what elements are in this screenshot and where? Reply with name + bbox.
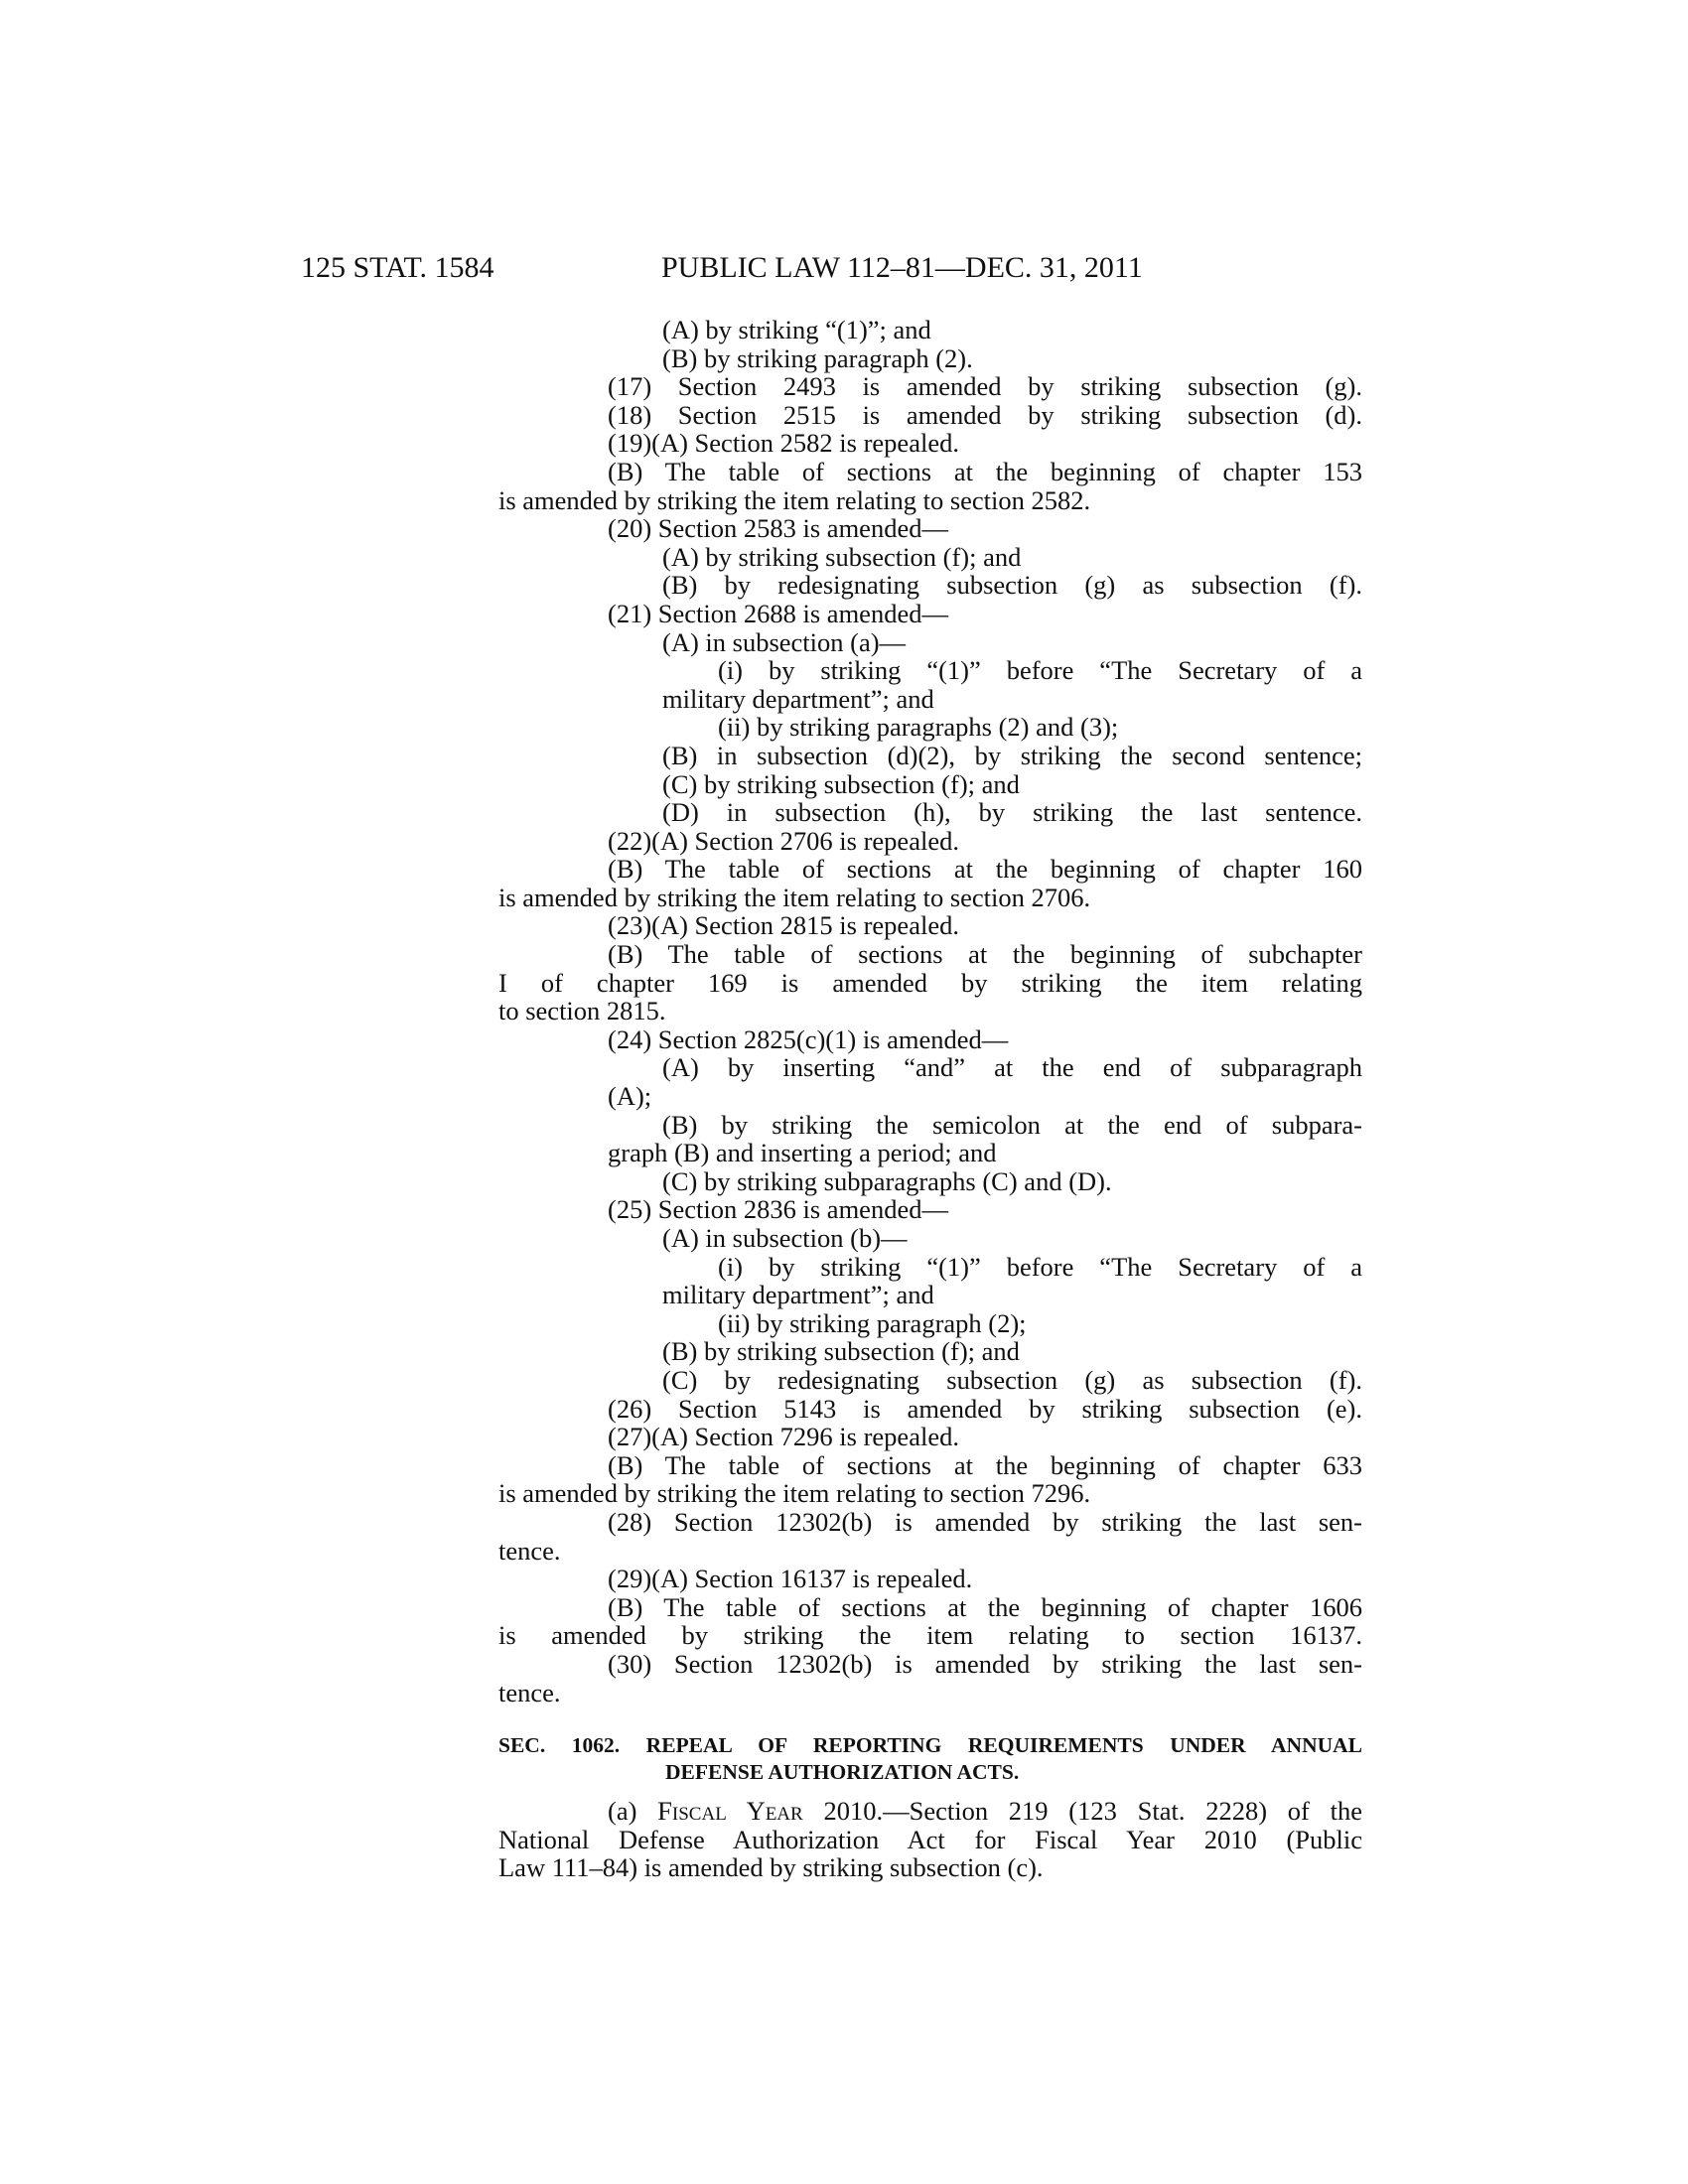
- amendment-line: (D) in subsection (h), by striking the last sentence.: [662, 797, 1362, 828]
- subsection-a-line-1: [498, 1797, 1362, 1826]
- subsection-a-line-3: Law 111–84) is amended by striking subsection (c).: [498, 1852, 1044, 1883]
- section-heading: [498, 1732, 1362, 1786]
- public-law-title: PUBLIC LAW 112–81—DEC. 31, 2011: [661, 251, 1143, 284]
- amendment-line: (C) by redesignating subsection (g) as subsection (f).: [662, 1364, 1362, 1395]
- amendment-line: (C) by striking subsection (f); and: [662, 768, 1020, 799]
- amendment-line: (ii) by striking paragraph (2);: [718, 1307, 1027, 1338]
- subsection-a-text-1: —Section 219 (123 Stat. 2228) of the: [883, 1796, 1362, 1826]
- amendment-line: to section 2815.: [498, 996, 666, 1026]
- amendment-line: (25) Section 2836 is amended—: [608, 1194, 948, 1225]
- amendment-line: (22)(A) Section 2706 is repealed.: [608, 825, 959, 856]
- amendment-line: (20) Section 2583 is amended—: [608, 513, 948, 544]
- amendment-line: (23)(A) Section 2815 is repealed.: [608, 910, 959, 941]
- amendment-line: tence.: [498, 1677, 561, 1707]
- amendment-line: (B) in subsection (d)(2), by striking the second sentence;: [662, 740, 1362, 770]
- amendment-line: graph (B) and inserting a period; and: [608, 1138, 997, 1168]
- amendment-line: (B) The table of sections at the beginning of chapter 1606: [608, 1591, 1362, 1622]
- amendment-list: [498, 316, 1362, 1706]
- amendment-line: military department”; and: [662, 683, 934, 714]
- section-heading-line-2: DEFENSE AUTHORIZATION ACTS.: [665, 1760, 1020, 1784]
- amendment-line: (A) by striking “(1)”; and: [662, 315, 931, 344]
- amendment-line: (B) by striking paragraph (2).: [662, 342, 973, 373]
- amendment-line: is amended by striking the item relating to section 7296.: [498, 1478, 1091, 1509]
- amendment-line: (A) in subsection (a)—: [662, 626, 907, 657]
- amendment-line: (28) Section 12302(b) is amended by striking the last sen-: [608, 1506, 1362, 1537]
- amendment-line: (i) by striking “(1)” before “The Secretary of a: [718, 1251, 1362, 1282]
- amendment-line: is amended by striking the item relating to section 2582.: [498, 484, 1091, 515]
- running-header: [0, 248, 1688, 288]
- amendment-line: (B) by striking subsection (f); and: [662, 1336, 1020, 1367]
- amendment-line: (19)(A) Section 2582 is repealed.: [608, 428, 959, 459]
- statute-page-reference: 125 STAT. 1584: [301, 251, 494, 284]
- amendment-line: (B) by redesignating subsection (g) as subsection (f).: [662, 570, 1362, 601]
- amendment-line: (C) by striking subparagraphs (C) and (D).: [662, 1165, 1112, 1196]
- amendment-line: (B) The table of sections at the beginning of chapter 153: [608, 456, 1362, 486]
- subsection-a: [498, 1797, 1362, 1882]
- amendment-line: (A);: [608, 1081, 652, 1112]
- amendment-line: (ii) by striking paragraphs (2) and (3);: [718, 712, 1119, 743]
- amendment-line: (A) by inserting “and” at the end of subparagraph: [662, 1052, 1362, 1083]
- amendment-line: I of chapter 169 is amended by striking the item relating: [498, 967, 1362, 998]
- amendment-line: (B) The table of sections at the beginning of chapter 160: [608, 854, 1362, 885]
- amendment-line: (18) Section 2515 is amended by striking subsection (d).: [608, 399, 1362, 430]
- amendment-line: military department”; and: [662, 1280, 934, 1310]
- amendment-line: is amended by striking the item relating to section 2706.: [498, 882, 1091, 912]
- amendment-line: (i) by striking “(1)” before “The Secretary of a: [718, 655, 1362, 686]
- amendment-line: (A) in subsection (b)—: [662, 1223, 908, 1253]
- amendment-line: is amended by striking the item relating to section 16137.: [498, 1620, 1362, 1651]
- amendment-line: (30) Section 12302(b) is amended by striking the last sen-: [608, 1648, 1362, 1679]
- amendment-line: (A) by striking subsection (f); and: [662, 541, 1022, 572]
- amendment-line: (B) The table of sections at the beginning of chapter 633: [608, 1449, 1362, 1480]
- subsection-caption: Fiscal Year 2010.: [657, 1796, 884, 1826]
- amendment-line: (B) by striking the semicolon at the end of subpara-: [662, 1109, 1362, 1140]
- amendment-line: (21) Section 2688 is amended—: [608, 598, 948, 628]
- subsection-a-line-2: National Defense Authorization Act for Fiscal Year 2010 (Public: [498, 1824, 1362, 1854]
- section-heading-line-1: SEC. 1062. REPEAL OF REPORTING REQUIREMENTS UNDER ANNUAL: [498, 1733, 1362, 1757]
- subsection-label: (a): [608, 1796, 637, 1826]
- amendment-line: (29)(A) Section 16137 is repealed.: [608, 1564, 973, 1594]
- amendment-line: (27)(A) Section 7296 is repealed.: [608, 1422, 959, 1452]
- amendment-line: (17) Section 2493 is amended by striking subsection (g).: [608, 371, 1362, 402]
- amendment-line: tence.: [498, 1535, 561, 1566]
- amendment-line: (24) Section 2825(c)(1) is amended—: [608, 1024, 1009, 1054]
- amendment-line: (26) Section 5143 is amended by striking subsection (e).: [608, 1393, 1362, 1424]
- amendment-line: (B) The table of sections at the beginning of subchapter: [608, 939, 1362, 970]
